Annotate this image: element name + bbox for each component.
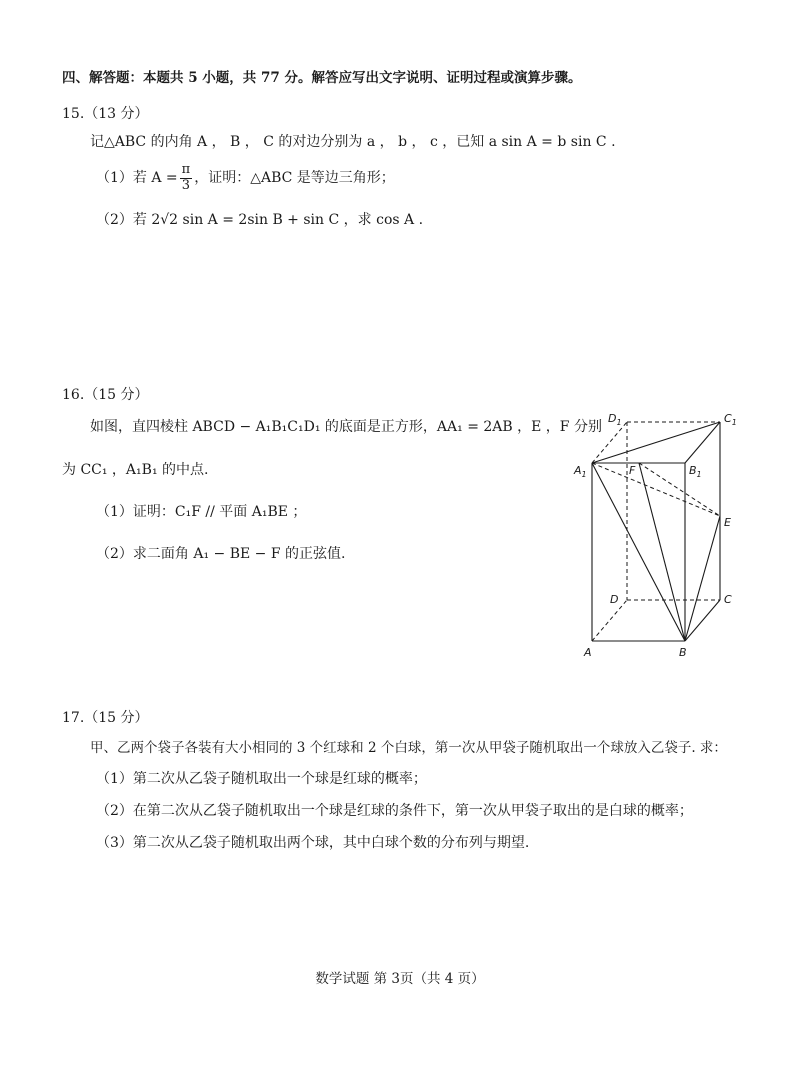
q16-part1: （1）证明：C₁F // 平面 A₁BE ； xyxy=(96,504,307,520)
label-d1: $D_1$ xyxy=(608,412,622,427)
q15-stem-rest: △ABC 的内角 A ， B ， C 的对边分别为 a ， b ， c ，已知 a sin A = b sin C . xyxy=(104,134,616,150)
label-e: E xyxy=(724,516,731,529)
label-c1: $C_1$ xyxy=(724,412,737,427)
q17-part2: （2）在第二次从乙袋子随机取出一个球是红球的条件下，第一次从甲袋子取出的是白球的概率； xyxy=(96,803,693,819)
q15-number: 15.（13 分） xyxy=(62,106,149,122)
q17-part1: （1）第二次从乙袋子随机取出一个球是红球的概率； xyxy=(96,771,427,787)
q16-stem-line1: 如图，直四棱柱 ABCD − A₁B₁C₁D₁ 的底面是正方形，AA₁ = 2AB ，E ，F 分别 xyxy=(90,419,602,435)
q15-part1 xyxy=(96,160,395,196)
label-f: F xyxy=(629,464,636,477)
q15-part1-suffix: ，证明：△ABC 是等边三角形； xyxy=(194,170,395,186)
edge-f-b xyxy=(639,463,685,641)
label-a1: $A_1$ xyxy=(574,464,587,479)
q16-number: 16.（15 分） xyxy=(62,387,149,403)
q15-part2: （2）若 2√2 sin A = 2sin B + sin C ，求 cos A . xyxy=(96,212,424,228)
q17-number: 17.（15 分） xyxy=(62,710,149,726)
q15-part1-prefix: （1）若 A = xyxy=(96,170,178,186)
q16-part2: （2）求二面角 A₁ − BE − F 的正弦值. xyxy=(96,546,346,562)
q15-fraction xyxy=(180,163,193,193)
edge-b-e xyxy=(685,516,720,641)
edge-a1-b xyxy=(592,463,685,641)
q16-stem-line2: 为 CC₁ ，A₁B₁ 的中点. xyxy=(62,462,209,478)
label-c: C xyxy=(724,593,732,606)
label-a: A xyxy=(584,646,592,659)
q15-fraction-numerator: π xyxy=(181,162,191,178)
q17-stem: 甲、乙两个袋子各装有大小相同的 3 个红球和 2 个白球，第一次从甲袋子随机取出一个球放入乙袋子. 求： xyxy=(90,740,727,756)
label-b1: $B_1$ xyxy=(689,464,702,479)
label-b: B xyxy=(679,646,687,659)
edge-a1-c1 xyxy=(592,422,720,463)
page-footer: 数学试题 第 3页（共 4 页） xyxy=(315,971,485,987)
q15-stem-prefix: 记 xyxy=(90,134,104,150)
q15-stem xyxy=(90,134,616,151)
edge-a-d xyxy=(592,600,627,641)
prism-figure xyxy=(560,400,760,670)
section-heading: 四、解答题：本题共 5 小题，共 77 分。解答应写出文字说明、证明过程或演算步骤。 xyxy=(62,70,582,86)
label-d: D xyxy=(610,593,619,606)
q15-fraction-denominator: 3 xyxy=(181,177,191,193)
q17-part3: （3）第二次从乙袋子随机取出两个球，其中白球个数的分布列与期望. xyxy=(96,835,530,851)
